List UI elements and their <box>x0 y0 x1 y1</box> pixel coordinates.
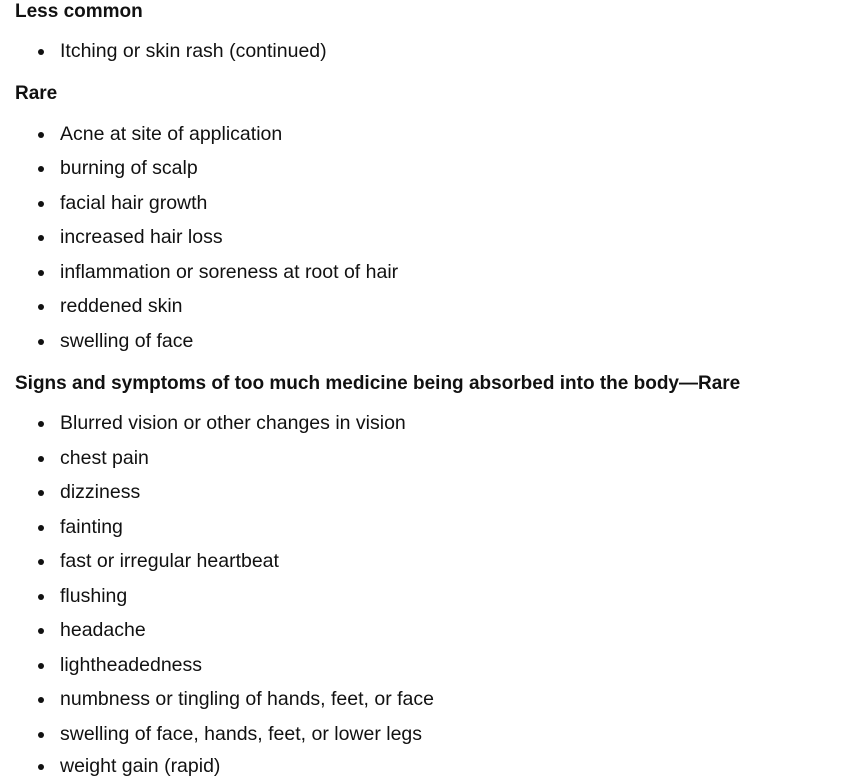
list-item <box>60 156 198 180</box>
list-item-text: facial hair growth <box>60 192 208 214</box>
list-item <box>60 191 207 215</box>
list-item <box>60 39 327 63</box>
list-item <box>60 446 149 470</box>
bullet-icon <box>38 49 44 55</box>
bullet-icon <box>38 697 44 703</box>
section-heading-overdose-signs: Signs and symptoms of too much medicine being absorbed into the body—Rare <box>15 373 741 394</box>
list-item <box>60 722 422 746</box>
list-item <box>60 687 434 711</box>
list-item-text: swelling of face <box>60 330 194 352</box>
bullet-icon <box>38 339 44 345</box>
list-item-text: Acne at site of application <box>60 123 283 145</box>
list-item-text: burning of scalp <box>60 157 198 179</box>
list-item <box>60 515 123 539</box>
section-heading-less-common: Less common <box>15 1 143 22</box>
list-item <box>60 480 140 504</box>
list-item-text: flushing <box>60 585 128 607</box>
list-item <box>60 754 220 778</box>
list-item <box>60 549 279 573</box>
bullet-icon <box>38 525 44 531</box>
bullet-icon <box>38 166 44 172</box>
list-item-text: reddened skin <box>60 295 183 317</box>
bullet-icon <box>38 490 44 496</box>
list-item <box>60 225 223 249</box>
bullet-icon <box>38 201 44 207</box>
list-item-text: Itching or skin rash (continued) <box>60 40 327 62</box>
list-item <box>60 584 127 608</box>
bullet-icon <box>38 270 44 276</box>
list-item-text: increased hair loss <box>60 226 223 248</box>
bullet-icon <box>38 663 44 669</box>
bullet-icon <box>38 456 44 462</box>
bullet-icon <box>38 628 44 634</box>
bullet-icon <box>38 559 44 565</box>
bullet-icon <box>38 421 44 427</box>
bullet-icon <box>38 235 44 241</box>
bullet-icon <box>38 132 44 138</box>
list-item-text: chest pain <box>60 447 149 469</box>
list-item-text: headache <box>60 619 146 641</box>
list-item-text: swelling of face, hands, feet, or lower legs <box>60 723 423 745</box>
list-item <box>60 260 398 284</box>
list-item <box>60 122 282 146</box>
list-item-text: dizziness <box>60 481 141 503</box>
section-heading-rare: Rare <box>15 83 58 104</box>
bullet-icon <box>38 732 44 738</box>
list-item-text: inflammation or soreness at root of hair <box>60 261 399 283</box>
list-item <box>60 294 183 318</box>
list-item-text: fast or irregular heartbeat <box>60 550 279 572</box>
list-item <box>60 329 193 353</box>
list-item-text: numbness or tingling of hands, feet, or face <box>60 688 434 710</box>
list-item <box>60 411 406 435</box>
bullet-icon <box>38 594 44 600</box>
list-item-text: weight gain (rapid) <box>60 755 221 777</box>
list-item <box>60 653 202 677</box>
list-item-text: fainting <box>60 516 123 538</box>
bullet-icon <box>38 304 44 310</box>
list-item-text: Blurred vision or other changes in vision <box>60 412 406 434</box>
list-item <box>60 618 146 642</box>
list-item-text: lightheadedness <box>60 654 203 676</box>
bullet-icon <box>38 764 44 770</box>
